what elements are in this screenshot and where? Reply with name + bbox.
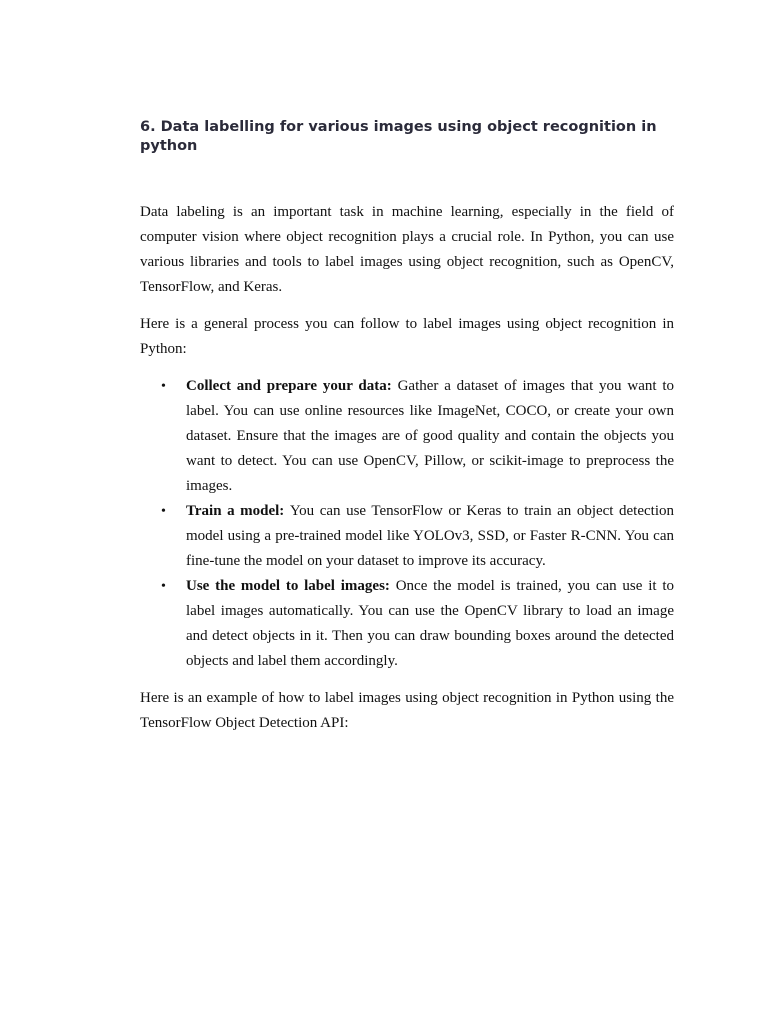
bullet-lead: Train a model: bbox=[186, 503, 290, 519]
bullet-icon: • bbox=[161, 579, 166, 594]
list-item bbox=[140, 574, 674, 674]
bullet-text: You can use TensorFlow or Keras to train an object detection model using a pre-trained model like YOLOv3, SSD, or Faster R-CNN. You can fine-tune the model on your dataset to improve its accuracy. bbox=[186, 503, 674, 569]
bullet-lead: Use the model to label images: bbox=[186, 578, 396, 594]
process-intro-paragraph: Here is a general process you can follow to label images using object recognition in Python: bbox=[140, 316, 674, 357]
bullet-icon: • bbox=[161, 504, 166, 519]
document-page bbox=[140, 118, 674, 748]
bullet-text: Once the model is trained, you can use it to label images automatically. You can use the OpenCV library to load an image and detect objects in it. Then you can draw bounding boxes around the detected objects and label them accordingly. bbox=[186, 578, 675, 669]
process-steps-list bbox=[140, 374, 674, 674]
bullet-lead: Collect and prepare your data: bbox=[186, 378, 398, 394]
bullet-icon: • bbox=[161, 379, 166, 394]
list-item bbox=[140, 374, 674, 499]
closing-paragraph: Here is an example of how to label images using object recognition in Python using the TensorFlow Object Detection API: bbox=[140, 690, 674, 731]
section-heading: 6. Data labelling for various images using object recognition in python bbox=[140, 119, 657, 154]
intro-paragraph: Data labeling is an important task in machine learning, especially in the field of computer vision where object recognition plays a crucial role. In Python, you can use various libraries and tools to label images using object recognition, such as OpenCV, TensorFlow, and Keras. bbox=[140, 204, 674, 295]
bullet-text: Gather a dataset of images that you want to label. You can use online resources like ImageNet, COCO, or create your own dataset. Ensure that the images are of good quality and contain the objects you want to detect. You can use OpenCV, Pillow, or scikit-image to preprocess the images. bbox=[186, 378, 675, 494]
list-item bbox=[140, 499, 674, 574]
